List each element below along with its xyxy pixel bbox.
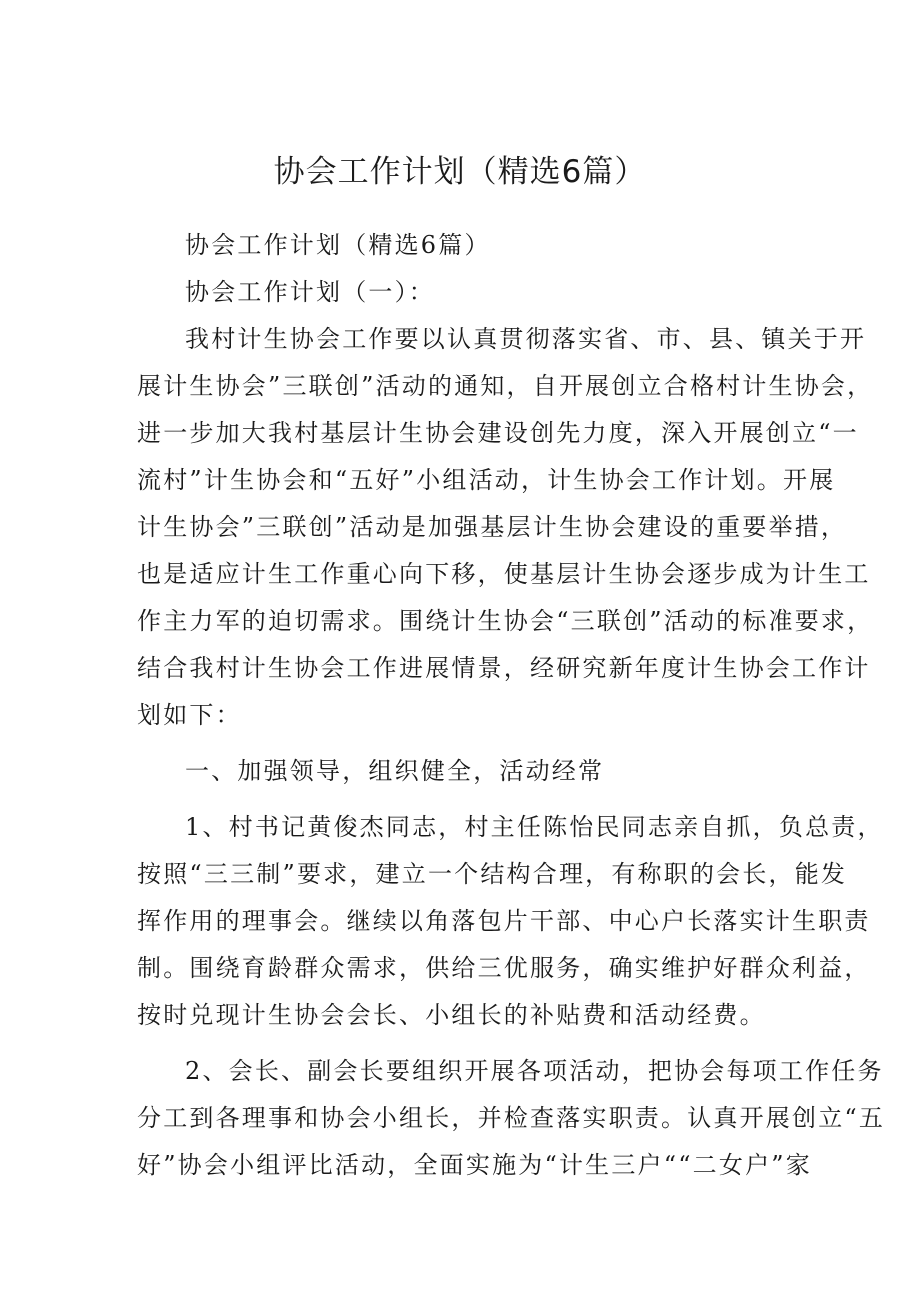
paragraph-line: 我村计生协会工作要以认真贯彻落实省、市、县、镇关于开 [185, 325, 867, 353]
paragraph-line: 1、村书记黄俊杰同志，村主任陈怡民同志亲自抓，负总责， [185, 813, 884, 841]
paragraph-line: 结合我村计生协会工作进展情景，经研究新年度计生协会工作计 [137, 654, 871, 682]
paragraph-3 [137, 1048, 886, 1189]
document-title: 协会工作计划（精选6篇） [273, 154, 647, 190]
paragraph-line: 分工到各理事和协会小组长，并检查落实职责。认真开展创立“五 [137, 1104, 886, 1132]
paragraph-line: 按照“三三制”要求，建立一个结构合理，有称职的会长，能发 [137, 860, 848, 888]
paragraph-line: 划如下： [137, 701, 242, 729]
paragraph-line: 也是适应计生工作重心向下移，使基层计生协会逐步成为计生工 [137, 560, 871, 588]
paragraph-line: 进一步加大我村基层计生协会建设创先力度，深入开展创立“一 [137, 419, 859, 447]
paragraph-line: 制。围绕育龄群众需求，供给三优服务，确实维护好群众利益， [137, 954, 871, 982]
paragraph-line: 流村”计生协会和“五好”小组活动，计生协会工作计划。开展 [137, 466, 836, 494]
paragraph-line: 作主力军的迫切需求。围绕计生协会“三联创”活动的标准要求， [137, 607, 874, 635]
document-subtitle: 协会工作计划（精选6篇） [185, 231, 491, 259]
paragraph-line: 好”协会小组评比活动，全面实施为“计生三户““二女户”家 [137, 1151, 812, 1179]
section-heading: 协会工作计划（一）： [185, 278, 435, 306]
paragraph-line: 挥作用的理事会。继续以角落包片干部、中心户长落实计生职责 [137, 907, 871, 935]
paragraph-line: 计生协会”三联创”活动是加强基层计生协会建设的重要举措， [137, 513, 848, 541]
paragraph-line: 按时兑现计生协会会长、小组长的补贴费和活动经费。 [137, 1001, 766, 1029]
paragraph-2 [137, 804, 884, 1039]
paragraph-line: 展计生协会”三联创”活动的通知，自开展创立合格村计生协会， [137, 372, 874, 400]
paragraph-line: 2、会长、副会长要组织开展各项活动，把协会每项工作任务 [185, 1057, 884, 1085]
heading-1: 一、加强领导，组织健全，活动经常 [185, 757, 605, 785]
document-body [137, 222, 886, 1189]
paragraph-1 [137, 316, 874, 739]
